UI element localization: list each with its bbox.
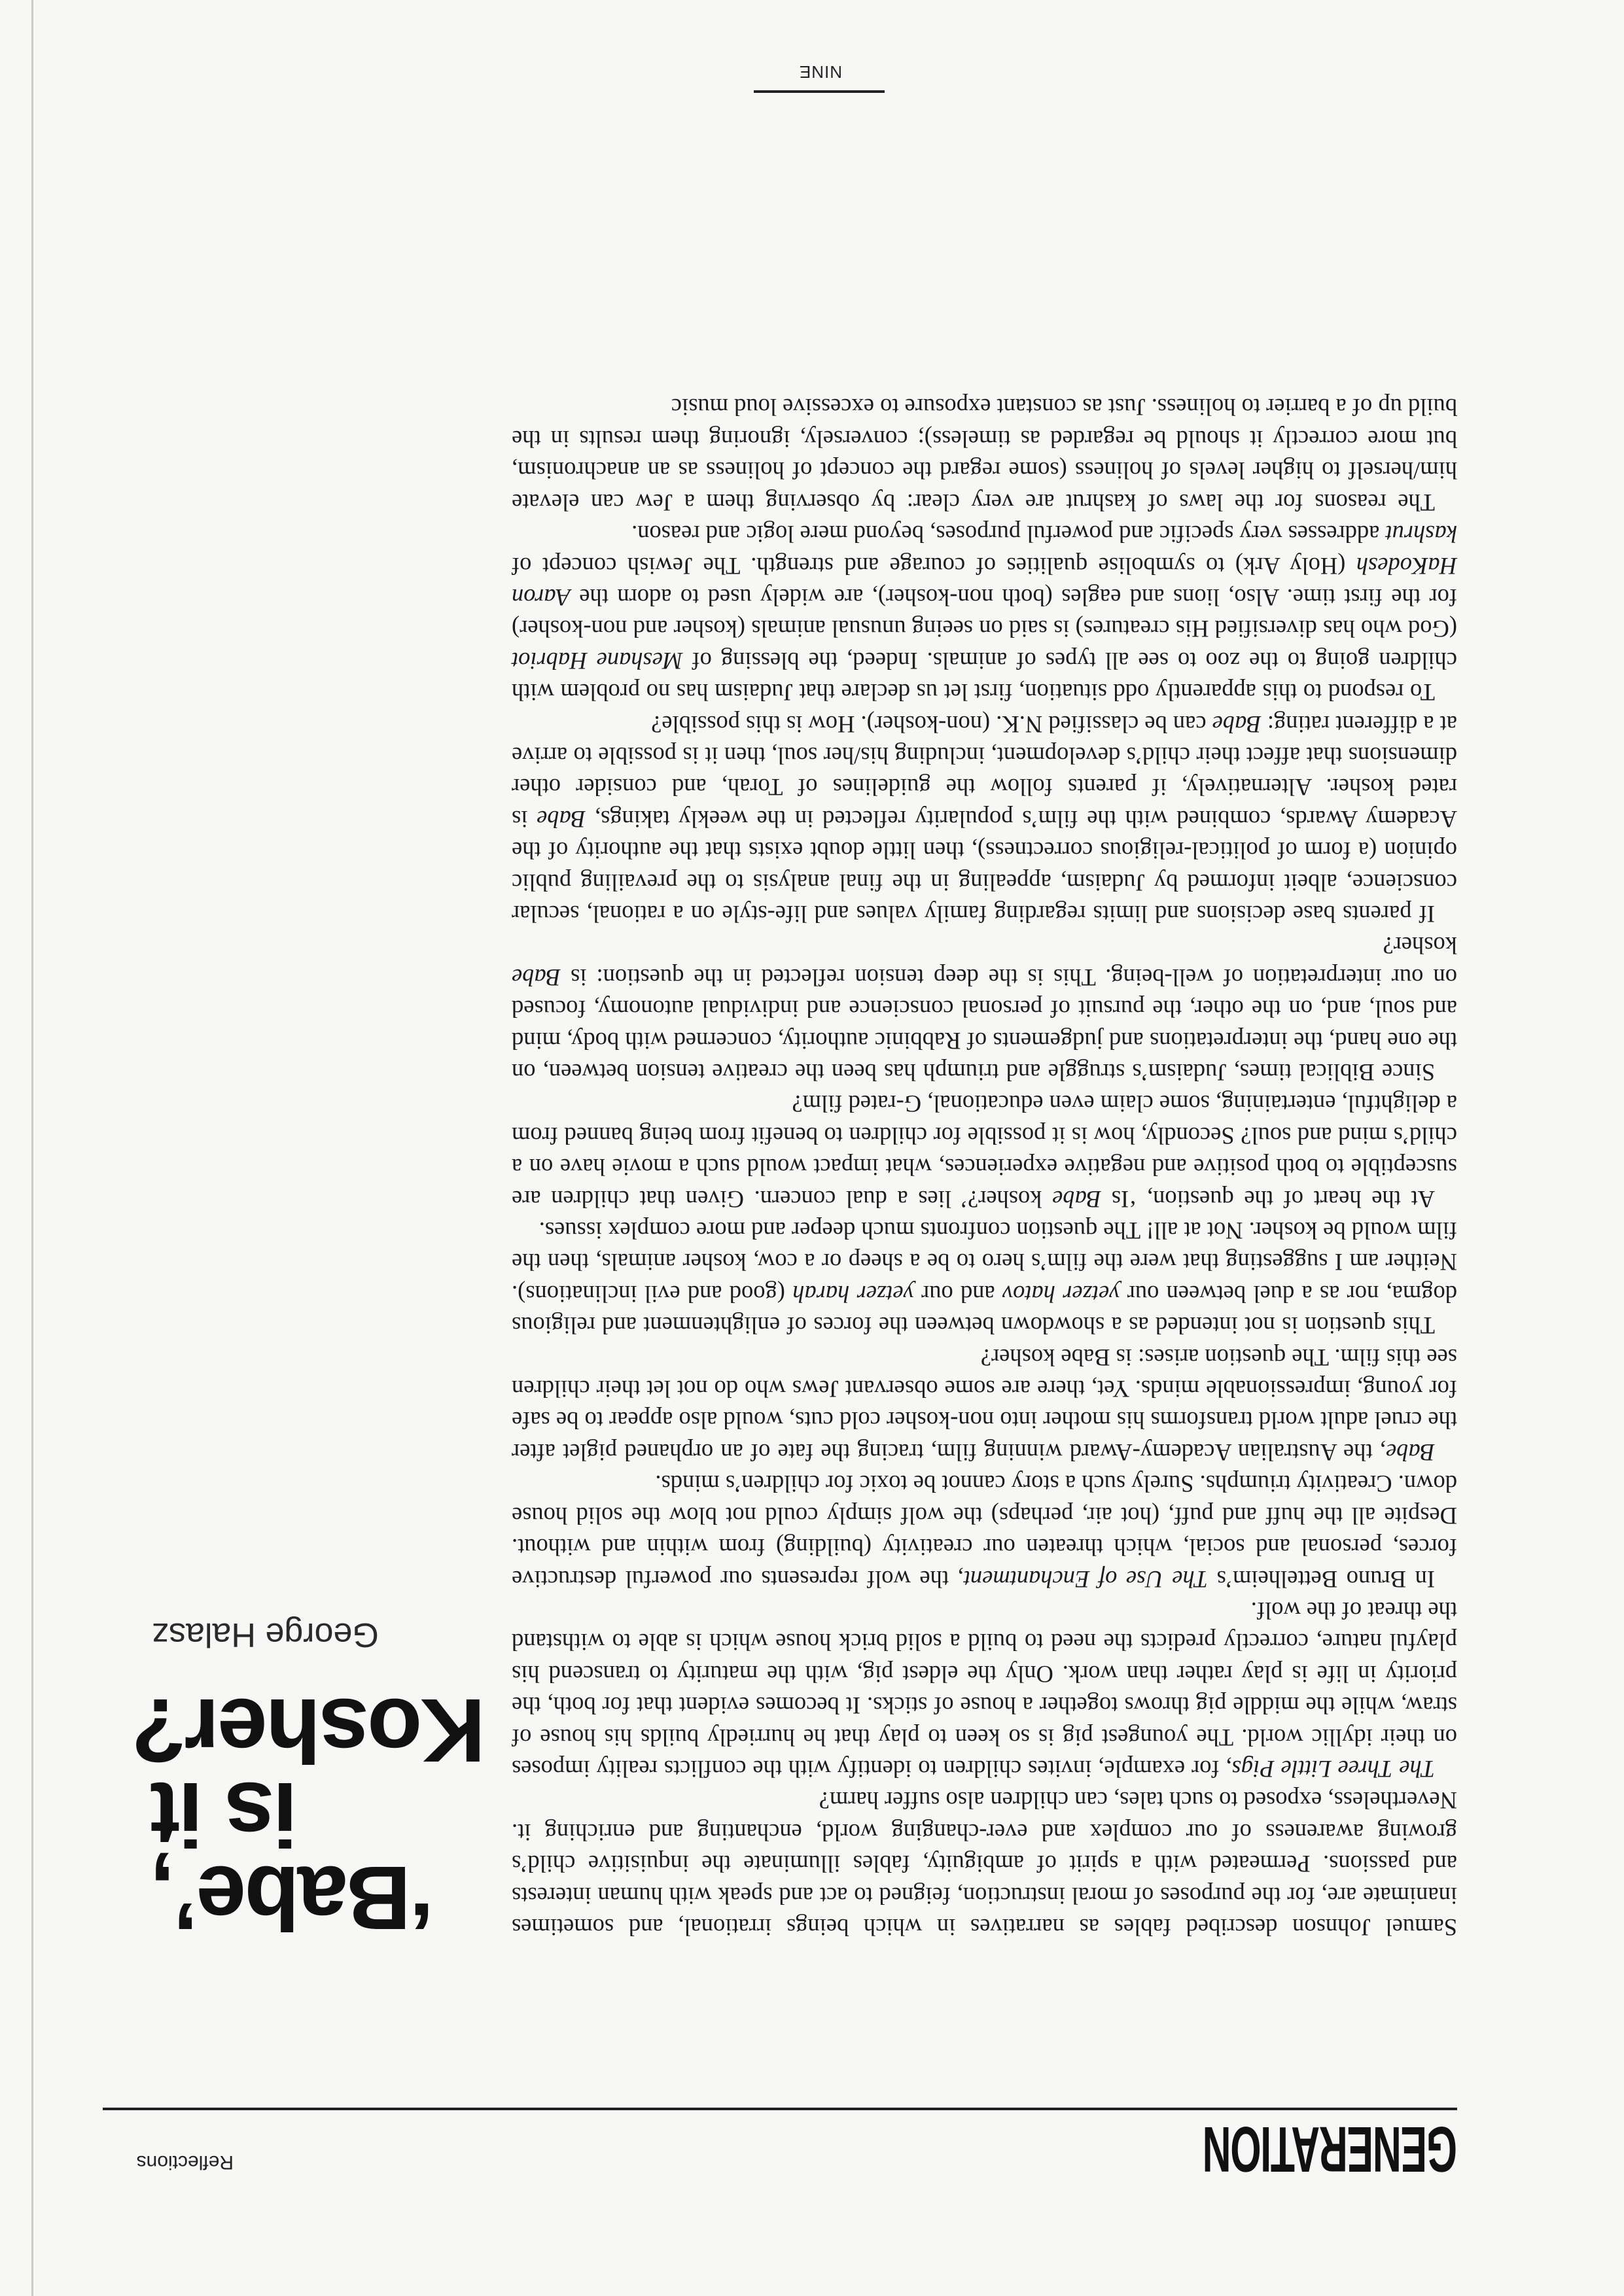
header-rule (103, 2108, 1457, 2110)
article-paragraph: To respond to this apparently odd situation, first let us declare that Judaism has no problem with children going to the zoo to see all types of animals. Indeed, the blessing of Meshane Habriot (God who has diversified His creatures) is said on seeing unusual animals (kosher and non-kosher) for the first time. Also, lions and eagles (both non-kosher), are widely used to adorn the Aaron HaKodesh (Holy Ark) to symbolise qualities of courage and strength. The Jewish concept of kashrut addresses very specific and powerful purposes, beyond mere logic and reason. (511, 521, 1457, 706)
masthead: GENERATION (1203, 2113, 1457, 2185)
author-byline: George Halasz (152, 1616, 379, 1654)
article-paragraph: Samuel Johnson described fables as narratives in which beings irrational, and sometimes inanimate are, for the purposes of moral instruction, feigned to act and speak with human interests and passions. Permeated with a spirit of ambiguity, fables illuminate the inquisitive child’s growing awareness of our complex and ever-changing world, enchanting and enriching it. Nevertheless, exposed to such tales, can children also suffer harm? (512, 1787, 1457, 1941)
section-label: Reflections (136, 2151, 234, 2173)
article-paragraph: The reasons for the laws of kashrut are very clear: by observing them a Jew can elevate him/herself to higher levels of holiness (some regard the concept of holiness as an anachronism, but more correctly it should be regarded as timeless); conversely, ignoring them results in the build up of a barrier to holiness. Just as constant exposure to excessive loud music (512, 394, 1457, 516)
article-paragraph: If parents base decisions and limits regarding family values and life-style on a rational, secular conscience, albeit informed by Judaism, appealing in the final analysis to the prevailing public opinion (a form of political-religious correctness), then little doubt exists that the authority of the Academy Awards, combined with the film’s popularity reflected in the weekly takings, Babe is rated kosher. Alternatively, if parents follow the guidelines of Torah, and consider other dimensions that affect their child’s development, including his/her soul, then it is possible to arrive at a different rating: Babe can be classified N.K. (non-kosher). How is this possible? (512, 710, 1457, 928)
article-paragraph: Since Biblical times, Judaism’s struggle and triumph has been the creative tension between, on the one hand, the interpretations and judgements of Rabbinic authority, concerned with body, mind and soul, and, on the other, the pursuit of personal conscience and individual autonomy, focused on our interpretation of well-being. This is the deep tension reflected in the question: is Babe kosher? (512, 932, 1457, 1087)
page-folio: NINE (798, 62, 842, 82)
article-paragraph: The Three Little Pigs, for example, invites children to identify with the conflicts reality imposes on their idyllic world. The youngest pig is so keen to play that he hurriedly builds his house of straw, while the middle pig throws together a house of sticks. It becomes evident that for both, the priority in life is play rather than work. Only the eldest pig, with the maturity to transcend his playful nature, correctly predicts the need to build a solid brick house which is able to withstand the threat of the wolf. (512, 1597, 1457, 1783)
footer-rule (754, 90, 885, 93)
scan-edge (31, 0, 33, 2296)
article-paragraph: At the heart of the question, ‘Is Babe kosher?’ lies a dual concern. Given that children are susceptible to both positive and negative experiences, what impact would such a movie have on a child’s mind and soul? Secondly, how is it possible for children to benefit from being banned from a delightful, entertaining, some claim even educational, G-rated film? (512, 1090, 1457, 1213)
article-paragraph: This question is not intended as a showdown between the forces of enlightenment and religious dogma, nor as a duel between our yetzer hatov and our yetzer harah (good and evil inclinations). Neither am I suggesting that were the film’s hero to be a sheep or a cow, kosher animals, then the film would be kosher. Not at all! The question confronts much deeper and more complex issues. (512, 1217, 1457, 1340)
article-body (512, 391, 1457, 1943)
title-block (133, 1615, 485, 1948)
article-paragraph: Babe, the Australian Academy-Award winning film, tracing the fate of an orphaned piglet after the cruel adult world transforms his mother into non-kosher cold cuts, would also appear to be safe for young, impressionable minds. Yet, there are some observant Jews who do not let their children see this film. The question arises: is Babe kosher? (512, 1344, 1457, 1466)
article-paragraph: In Bruno Bettelheim’s The Use of Enchantment, the wolf represents our powerful destructive forces, personal and social, which threaten our creativity (building) from within and without. Despite all the huff and puff, (hot air, perhaps) the wolf simply could not blow the solid house down. Creativity triumphs. Surely such a story cannot be toxic for children’s minds. (512, 1470, 1457, 1593)
article-title: ‘Babe’, is it Kosher? (133, 1680, 485, 1948)
